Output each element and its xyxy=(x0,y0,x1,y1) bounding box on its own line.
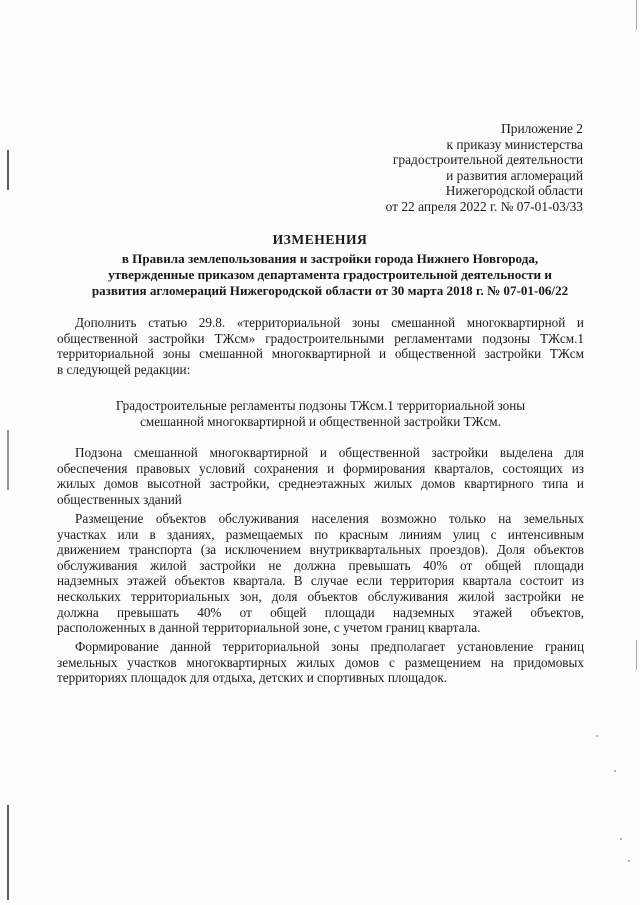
paragraph-line: Размещение объектов обслуживания населения возможно только на земельных xyxy=(75,511,584,526)
intro-paragraph xyxy=(57,315,584,377)
scan-speck xyxy=(614,770,616,772)
heading-line: Градостроительные регламенты подзоны ТЖсм.1 территориальной зоны xyxy=(115,398,526,413)
paragraph-line: Формирование данной территориальной зоны предполагает установление границ xyxy=(75,639,584,654)
paragraph-line: общественных зданий xyxy=(57,491,182,507)
scan-speck xyxy=(628,860,630,862)
scan-edge-mark xyxy=(7,150,9,190)
scan-speck xyxy=(620,838,622,840)
paragraph-line: земельных участков многоквартирных жилых домов с размещением на придомовых xyxy=(57,654,584,670)
approval-line: градостроительной деятельности xyxy=(392,152,583,168)
paragraph-line: нескольких территориальных зон, доля объектов обслуживания жилой застройки не xyxy=(57,588,584,604)
paragraph-line: обслуживания жилой застройки не должна превышать 40% от общей площади xyxy=(57,557,584,573)
scan-speck xyxy=(596,735,598,737)
approval-line: Нижегородской области xyxy=(445,183,583,199)
paragraph-line: Дополнить статью 29.8. «территориальной зоны смешанной многоквартирной и xyxy=(75,315,584,330)
paragraph-line: территориальной зоны смешанной многоквартирной и общественной застройки ТЖсм xyxy=(57,346,584,362)
subtitle-line: в Правила землепользования и застройки города Нижнего Новгорода, xyxy=(121,251,539,266)
approval-block xyxy=(386,121,583,215)
regulation-heading xyxy=(57,398,584,429)
paragraph-2 xyxy=(57,511,584,636)
paragraph-line: участках или в зданиях, размещаемых по красным линиям улиц с интенсивным xyxy=(57,526,584,542)
paragraph-line: общественной застройки ТЖсм» градостроительными регламентами подзоны ТЖсм.1 xyxy=(57,330,584,346)
scan-edge-mark xyxy=(636,0,637,30)
paragraph-line: жилых домов высотной застройки, среднеэтажных жилых домов квартирного типа и xyxy=(57,476,584,492)
approval-line: и развития агломераций xyxy=(446,167,583,183)
subtitle-line: развития агломераций Нижегородской области от 30 марта 2018 г. № 07-01-06/22 xyxy=(91,282,569,298)
heading-line: смешанной многоквартирной и общественной застройки ТЖсм. xyxy=(140,413,501,429)
paragraph-line: в следующей редакции: xyxy=(57,361,191,377)
paragraph-line: расположенных в данной территориальной зоне, с учетом границ квартала. xyxy=(57,620,481,636)
paragraph-line: территориях площадок для отдыха, детских и спортивных площадок. xyxy=(57,670,448,686)
approval-line: от 22 апреля 2022 г. № 07-01-03/33 xyxy=(385,198,583,214)
paragraph-line: Подзона смешанной многоквартирной и общественной застройки выделена для xyxy=(75,445,584,460)
paragraph-line: надземных этажей объектов квартала. В случае если территория квартала состоит из xyxy=(57,573,584,589)
subtitle-line: утвержденные приказом департамента градостроительной деятельности и xyxy=(108,266,552,282)
approval-line: к приказу министерства xyxy=(446,136,583,152)
scan-edge-mark xyxy=(7,430,9,490)
paragraph-line: должна превышать 40% от общей площади надземных этажей объектов, xyxy=(57,604,584,620)
scan-edge-mark xyxy=(636,640,637,670)
paragraph-3 xyxy=(57,639,584,686)
scan-edge-mark xyxy=(7,805,9,900)
paragraph-line: движением транспорта (за исключением внутриквартальных проездов). Доля объектов xyxy=(57,542,584,558)
document-subtitle xyxy=(60,251,600,298)
paragraph-line: обеспечения правовых условий сохранения и формирования кварталов, состоящих из xyxy=(57,460,584,476)
approval-line: Приложение 2 xyxy=(501,121,583,136)
paragraph-1 xyxy=(57,445,584,507)
document-title: ИЗМЕНЕНИЯ xyxy=(272,232,368,247)
